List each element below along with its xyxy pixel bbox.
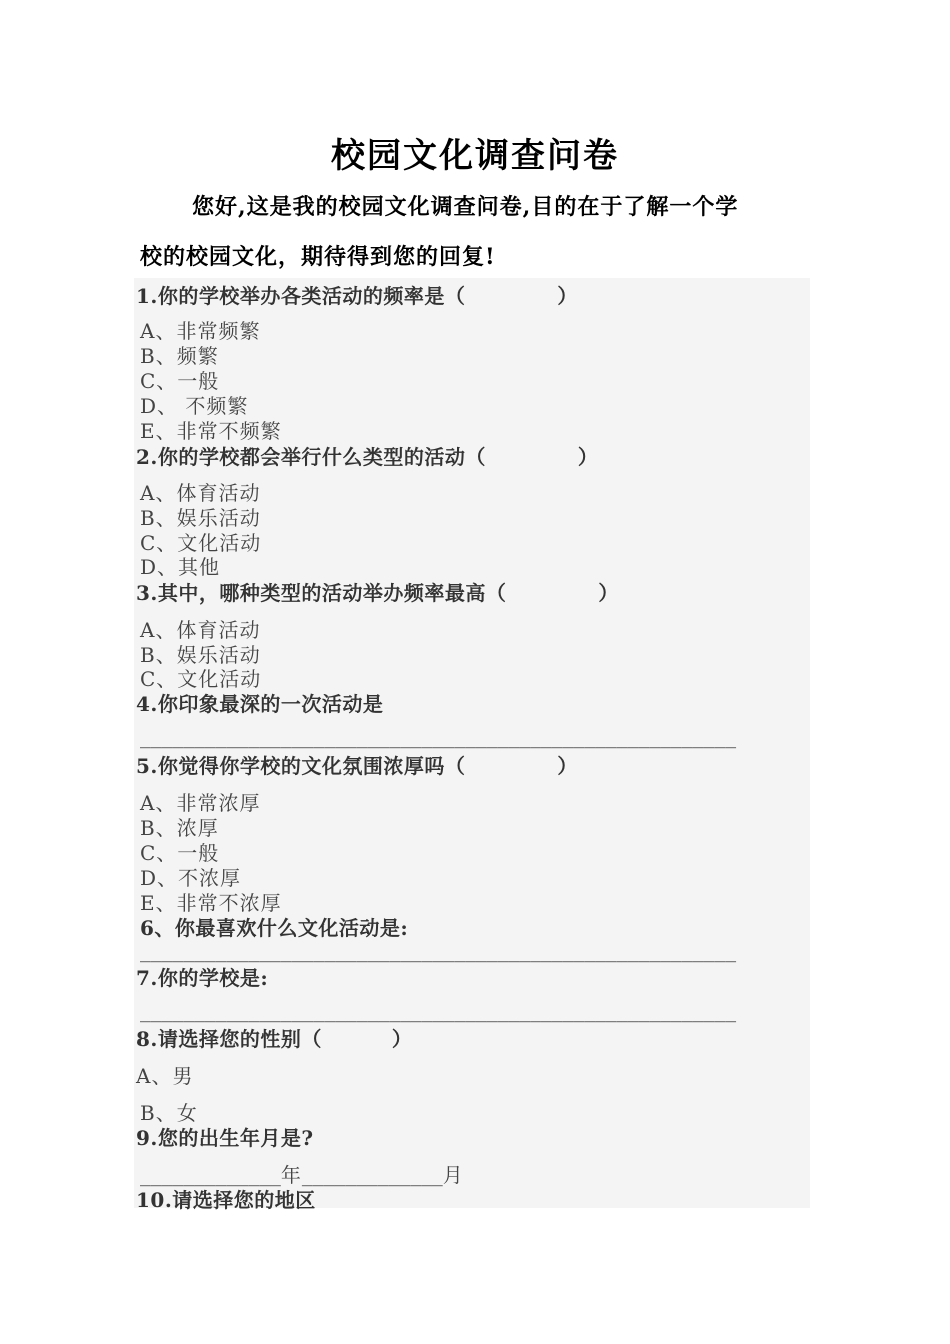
question-2: 2.你的学校都会举行什么类型的活动（ ） <box>136 445 599 469</box>
question-9: 9.您的出生年月是? <box>136 1126 314 1150</box>
question-5: 5.你觉得你学校的文化氛围浓厚吗（ ） <box>136 754 578 778</box>
option-3-c[interactable]: C、文化活动 <box>140 667 262 691</box>
answer-line-4[interactable]: _______________________________________________________ <box>140 728 737 749</box>
survey-body <box>134 278 810 1212</box>
option-5-d[interactable]: D、不浓厚 <box>140 866 242 890</box>
option-3-b[interactable]: B、娱乐活动 <box>140 643 261 667</box>
question-3: 3.其中，哪种类型的活动举办频率最高（ ） <box>136 581 619 605</box>
option-5-b[interactable]: B、浓厚 <box>140 816 219 840</box>
birth-month-blank[interactable]: _____________ <box>301 1166 443 1187</box>
question-8: 8.请选择您的性别（ ） <box>136 1027 413 1051</box>
option-1-c[interactable]: C、一般 <box>140 369 220 393</box>
intro-text-line-1: 您好,这是我的校园文化调查问卷,目的在于了解一个学 <box>192 194 739 220</box>
option-5-e[interactable]: E、非常不浓厚 <box>140 891 282 915</box>
question-1: 1.你的学校举办各类活动的频率是（ ） <box>136 284 578 308</box>
option-1-b[interactable]: B、频繁 <box>140 344 219 368</box>
option-3-a[interactable]: A、体育活动 <box>140 618 261 642</box>
month-label: 月 <box>442 1163 464 1187</box>
option-2-c[interactable]: C、文化活动 <box>140 531 262 555</box>
birth-year-blank[interactable]: _____________ <box>140 1166 281 1187</box>
option-5-a[interactable]: A、非常浓厚 <box>140 791 261 815</box>
year-label: 年 <box>280 1163 302 1187</box>
answer-line-7[interactable]: _______________________________________________________ <box>140 1002 737 1023</box>
option-5-c[interactable]: C、一般 <box>140 841 220 865</box>
question-6: 6、你最喜欢什么文化活动是: <box>140 916 409 940</box>
option-1-e[interactable]: E、非常不频繁 <box>140 419 282 443</box>
option-8-a[interactable]: A、男 <box>136 1064 194 1088</box>
question-7: 7.你的学校是: <box>136 966 269 990</box>
option-8-b[interactable]: B、女 <box>140 1101 198 1125</box>
option-1-a[interactable]: A、非常频繁 <box>140 319 261 343</box>
option-2-d[interactable]: D、其他 <box>140 555 221 579</box>
page-title: 校园文化调查问卷 <box>331 136 619 176</box>
answer-line-6[interactable]: _______________________________________________________ <box>140 942 737 963</box>
question-4: 4.你印象最深的一次活动是 <box>136 692 384 716</box>
option-2-a[interactable]: A、体育活动 <box>140 481 261 505</box>
intro-text-line-2: 校的校园文化，期待得到您的回复! <box>140 244 496 270</box>
option-1-d[interactable]: D、 不频繁 <box>140 394 249 418</box>
question-10: 10.请选择您的地区 <box>136 1188 316 1212</box>
option-2-b[interactable]: B、娱乐活动 <box>140 506 261 530</box>
